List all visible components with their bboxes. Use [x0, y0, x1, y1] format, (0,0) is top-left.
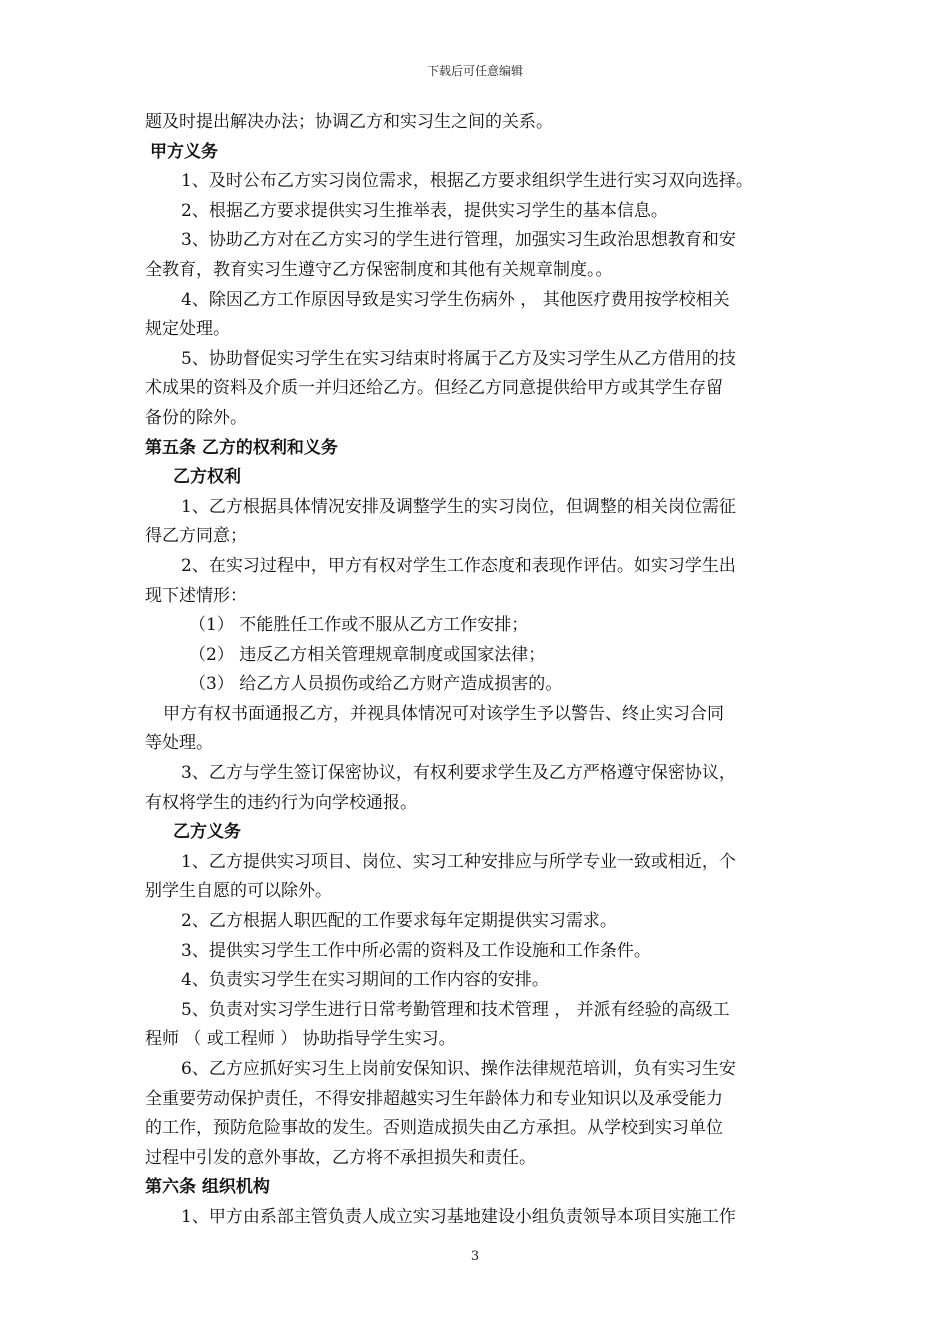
paragraph-line: 规定处理。	[145, 319, 230, 340]
paragraph-line: 现下述情形：	[145, 585, 247, 606]
paragraph-line: 得乙方同意；	[145, 526, 247, 547]
paragraph-line: 术成果的资料及介质一并归还给乙方。但经乙方同意提供给甲方或其学生存留	[145, 378, 723, 399]
paragraph-line: 3、乙方与学生签订保密协议，有权利要求学生及乙方严格遵守保密协议，	[181, 763, 736, 784]
page-number: 3	[470, 1249, 480, 1264]
list-item: （2） 违反乙方相关管理规章制度或国家法律；	[189, 644, 546, 665]
paragraph-line: 等处理。	[145, 733, 213, 754]
paragraph-line: 程师 （ 或工程师 ） 协助指导学生实习。	[145, 1029, 456, 1050]
paragraph-line: 有权将学生的违约行为向学校通报。	[145, 792, 417, 813]
paragraph-line: 3、提供实习学生工作中所必需的资料及工作设施和工作条件。	[181, 940, 651, 961]
paragraph-line: 4、负责实习学生在实习期间的工作内容的安排。	[181, 970, 549, 991]
document-body	[145, 108, 815, 1233]
paragraph-line: 1、及时公布乙方实习岗位需求，根据乙方要求组织学生进行实习双向选择。	[181, 171, 753, 192]
paragraph-line: 2、根据乙方要求提供实习生推举表，提供实习学生的基本信息。	[181, 200, 668, 221]
paragraph-line: 全重要劳动保护责任，不得安排超越实习生年龄体力和专业知识以及承受能力	[145, 1088, 723, 1109]
article-heading: 第六条 组织机构	[145, 1177, 270, 1198]
list-item: （3） 给乙方人员损伤或给乙方财产造成损害的。	[189, 674, 563, 695]
list-item: （1） 不能胜任工作或不服从乙方工作安排；	[189, 615, 529, 636]
paragraph-line: 的工作，预防危险事故的发生。否则造成损失由乙方承担。从学校到实习单位	[145, 1118, 723, 1139]
page-header: 下载后可任意编辑	[426, 64, 523, 78]
article-heading: 第五条 乙方的权利和义务	[145, 437, 338, 458]
paragraph-line: 5、负责对实习学生进行日常考勤管理和技术管理 ， 并派有经验的高级工	[181, 999, 730, 1020]
section-heading: 甲方义务	[150, 141, 218, 162]
section-heading: 乙方义务	[173, 822, 241, 843]
paragraph-line: 别学生自愿的可以除外。	[145, 881, 332, 902]
paragraph-line: 过程中引发的意外事故，乙方将不承担损失和责任。	[145, 1147, 536, 1168]
paragraph-line: 1、乙方根据具体情况安排及调整学生的实习岗位，但调整的相关岗位需征	[181, 496, 736, 517]
paragraph-line: 2、乙方根据人职匹配的工作要求每年定期提供实习需求。	[181, 911, 617, 932]
paragraph-line: 题及时提出解决办法；协调乙方和实习生之间的关系。	[145, 112, 553, 132]
paragraph-line: 6、乙方应抓好实习生上岗前安保知识、操作法律规范培训，负有实习生安	[181, 1059, 736, 1079]
paragraph-line: 1、甲方由系部主管负责人成立实习基地建设小组负责领导本项目实施工作	[181, 1206, 736, 1227]
paragraph-line: 3、协助乙方对在乙方实习的学生进行管理，加强实习生政治思想教育和安	[181, 230, 736, 251]
paragraph-line: 甲方有权书面通报乙方，并视具体情况可对该学生予以警告、终止实习合同	[163, 703, 724, 724]
section-heading: 乙方权利	[173, 467, 241, 488]
paragraph-line: 备份的除外。	[145, 407, 247, 428]
paragraph-line: 5、协助督促实习学生在实习结束时将属于乙方及实习学生从乙方借用的技	[181, 348, 736, 369]
paragraph-line: 1、乙方提供实习项目、岗位、实习工种安排应与所学专业一致或相近，个	[181, 851, 736, 872]
paragraph-line: 4、除因乙方工作原因导致是实习学生伤病外 ， 其他医疗费用按学校相关	[181, 289, 730, 310]
paragraph-line: 全教育，教育实习生遵守乙方保密制度和其他有关规章制度。。	[145, 259, 613, 280]
paragraph-line: 2、在实习过程中，甲方有权对学生工作态度和表现作评估。如实习学生出	[181, 555, 736, 576]
